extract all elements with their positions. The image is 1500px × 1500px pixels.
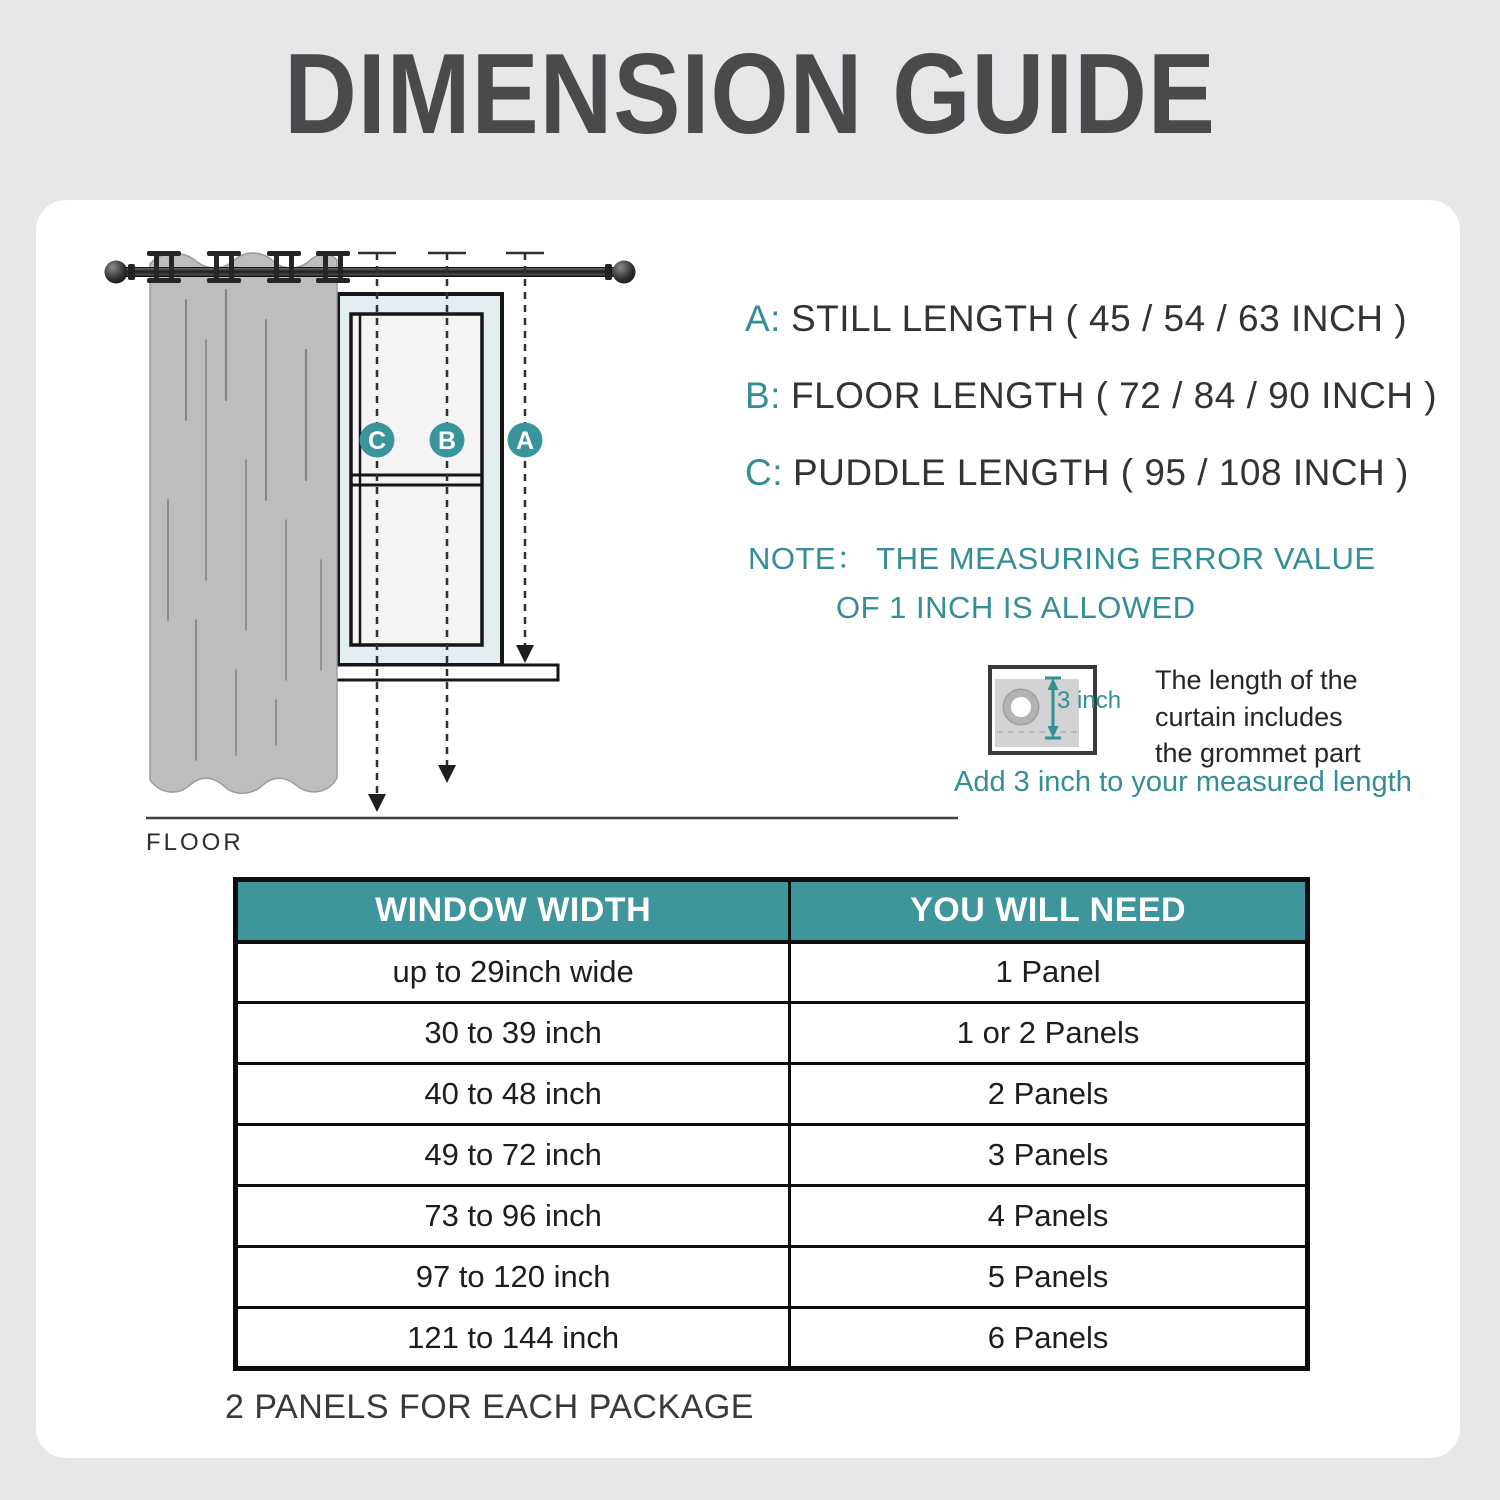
table-row — [236, 1247, 1308, 1308]
grommet-desc-line-3: the grommet part — [1155, 738, 1361, 768]
length-line-c — [745, 434, 1437, 511]
measure-markers — [360, 423, 543, 458]
length-definitions — [745, 280, 1437, 511]
cell-panels-needed: 1 Panel — [790, 942, 1308, 1003]
arrowhead-b — [438, 765, 456, 783]
cell-panels-needed: 6 Panels — [790, 1308, 1308, 1369]
grommet-measure-label: 3 inch — [1057, 687, 1122, 714]
table-header-row — [236, 880, 1308, 942]
cell-panels-needed: 4 Panels — [790, 1186, 1308, 1247]
rod-finial-right — [613, 261, 636, 284]
window-sill — [332, 665, 558, 680]
cell-window-width: 73 to 96 inch — [236, 1186, 790, 1247]
marker-letter-b: B — [437, 427, 457, 455]
cell-window-width: 49 to 72 inch — [236, 1125, 790, 1186]
curtain-panel — [150, 253, 337, 793]
rod-collar-left — [128, 264, 135, 280]
marker-letter-c: C — [367, 427, 387, 455]
cell-panels-needed: 3 Panels — [790, 1125, 1308, 1186]
grommet-desc-line-1: The length of the — [1155, 665, 1358, 695]
curtain-fabric — [150, 253, 337, 793]
column-header-window-width: WINDOW WIDTH — [236, 880, 790, 942]
cell-panels-needed: 2 Panels — [790, 1064, 1308, 1125]
grommet-ring-icon — [1004, 690, 1038, 724]
measuring-note — [748, 534, 1376, 632]
floor-label: FLOOR — [146, 829, 244, 856]
note-line-1: NOTE： THE MEASURING ERROR VALUE — [748, 541, 1376, 576]
rod-collar-right — [605, 264, 612, 280]
cell-window-width: 97 to 120 inch — [236, 1247, 790, 1308]
column-header-you-will-need: YOU WILL NEED — [790, 880, 1308, 942]
cell-window-width: up to 29inch wide — [236, 942, 790, 1003]
length-line-b — [745, 357, 1437, 434]
grommet-description — [1155, 662, 1361, 772]
length-b-prefix: B: — [745, 375, 781, 416]
marker-letter-a: A — [515, 427, 535, 455]
table-row — [236, 1186, 1308, 1247]
grommet-desc-line-2: curtain includes — [1155, 701, 1343, 732]
length-b-text: FLOOR LENGTH ( 72 / 84 / 90 INCH ) — [790, 375, 1438, 416]
table-row — [236, 1125, 1308, 1186]
length-c-prefix: C: — [745, 452, 783, 493]
arrowhead-c — [368, 794, 386, 812]
length-c-text: PUDDLE LENGTH ( 95 / 108 INCH ) — [793, 452, 1409, 493]
table-row — [236, 942, 1308, 1003]
window-inner-frame — [351, 314, 482, 645]
rod-finial-left — [105, 261, 128, 284]
cell-window-width: 40 to 48 inch — [236, 1064, 790, 1125]
content-card — [36, 200, 1460, 1458]
page-title: DIMENSION GUIDE — [284, 30, 1216, 158]
cell-window-width: 30 to 39 inch — [236, 1003, 790, 1064]
cell-panels-needed: 1 or 2 Panels — [790, 1003, 1308, 1064]
grommet-add-note: Add 3 inch to your measured length — [954, 766, 1412, 798]
cell-panels-needed: 5 Panels — [790, 1247, 1308, 1308]
table-row — [236, 1003, 1308, 1064]
panel-size-table — [233, 877, 1310, 1371]
package-caption: 2 PANELS FOR EACH PACKAGE — [225, 1388, 754, 1426]
length-a-prefix: A: — [745, 298, 781, 339]
note-line-2: OF 1 INCH IS ALLOWED — [836, 590, 1196, 625]
length-line-a — [745, 280, 1437, 357]
cell-window-width: 121 to 144 inch — [236, 1308, 790, 1369]
length-a-text: STILL LENGTH ( 45 / 54 / 63 INCH ) — [790, 298, 1408, 339]
table-row — [236, 1064, 1308, 1125]
arrowhead-a — [516, 645, 534, 663]
grommet-hem-stitch — [997, 731, 1077, 733]
table-row — [236, 1308, 1308, 1369]
